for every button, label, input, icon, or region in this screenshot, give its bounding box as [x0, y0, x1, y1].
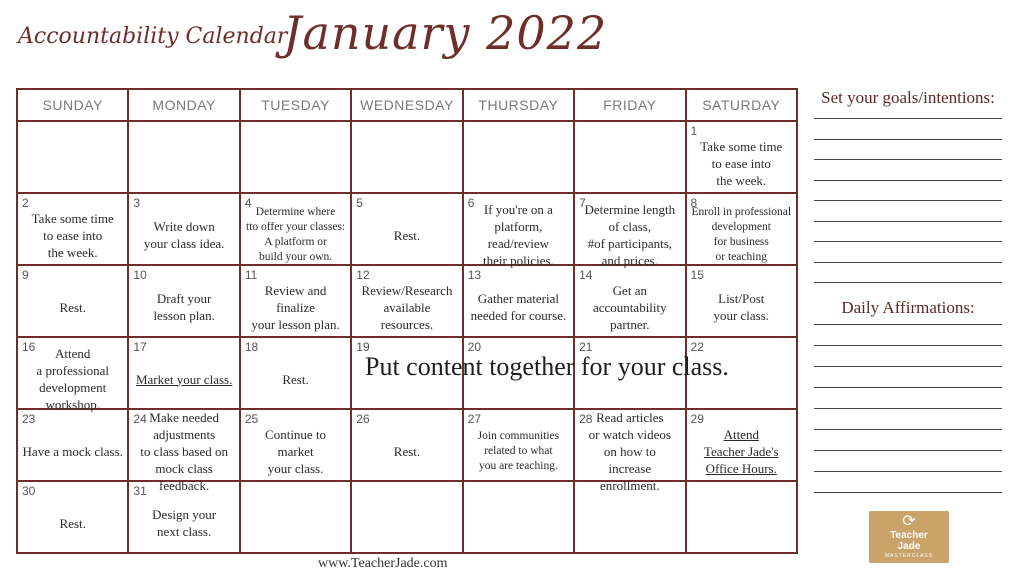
day-task — [133, 136, 234, 190]
ruled-line — [814, 241, 1002, 242]
day-number: 8 — [690, 196, 698, 210]
ruled-line — [814, 450, 1002, 451]
day-number: 9 — [22, 268, 29, 282]
day-cell — [574, 121, 685, 193]
logo-line-1: Teacher — [890, 530, 928, 541]
weekday-header: TUESDAY — [240, 89, 351, 121]
day-number: 12 — [356, 268, 370, 282]
day-task: List/Post your class. — [713, 291, 770, 323]
ruled-line — [814, 492, 1002, 493]
weekday-header: SATURDAY — [686, 89, 797, 121]
day-task: Rest. — [59, 515, 86, 531]
day-cell — [17, 409, 128, 481]
calendar-body — [17, 121, 797, 553]
day-cell — [686, 409, 797, 481]
day-number: 14 — [579, 268, 593, 282]
day-task: Take some time to ease into the week. — [31, 210, 114, 260]
day-task: Rest. — [393, 227, 421, 243]
day-number: 29 — [690, 412, 704, 426]
teacher-jade-logo — [869, 511, 949, 563]
day-task: Get an accountability partner. — [593, 282, 667, 332]
day-number: 31 — [133, 484, 147, 498]
day-cell — [574, 265, 685, 337]
day-task: Determine where tto offer your classes: A platform or build your own. — [246, 206, 346, 263]
day-cell — [17, 337, 128, 412]
day-number: 23 — [22, 412, 36, 426]
day-cell — [686, 193, 797, 265]
day-number: 24 — [133, 412, 147, 426]
day-cell — [17, 265, 128, 337]
week-row — [17, 409, 797, 481]
ruled-line — [814, 387, 1002, 388]
weekday-header: MONDAY — [128, 89, 239, 121]
ruled-line — [814, 118, 1002, 119]
weekday-header: THURSDAY — [463, 89, 574, 121]
day-task: Write down your class idea. — [143, 219, 225, 251]
weekday-header: WEDNESDAY — [351, 89, 462, 121]
day-task — [356, 496, 457, 550]
week-spanning-event: Put content together for your class. — [365, 352, 729, 381]
day-cell — [574, 481, 685, 553]
day-number: 19 — [356, 340, 370, 354]
day-cell — [240, 193, 351, 265]
ruled-line — [814, 471, 1002, 472]
day-number: 7 — [579, 196, 586, 210]
ruled-line — [814, 429, 1002, 430]
day-task: Review and finalize your lesson plan. — [251, 282, 340, 332]
day-task: Determine length of class, #of participants, and prices. — [584, 202, 676, 268]
logo-line-3: MASTERCLASS — [884, 553, 934, 559]
day-cell — [240, 409, 351, 481]
logo-mark-icon: ⟳ — [902, 513, 916, 530]
day-cell — [17, 121, 128, 193]
ruled-line — [814, 282, 1002, 283]
ruled-line — [814, 221, 1002, 222]
day-number: 2 — [22, 196, 29, 210]
day-task: Continue to market your class. — [265, 426, 327, 476]
day-cell — [463, 481, 574, 553]
day-number: 13 — [467, 268, 482, 282]
day-number: 20 — [467, 340, 482, 354]
day-number: 15 — [690, 268, 704, 282]
day-task — [468, 496, 569, 550]
weekday-header: SUNDAY — [17, 89, 128, 121]
day-cell — [17, 481, 128, 553]
affirmations-title: Daily Affirmations: — [841, 298, 975, 317]
day-task: Join communities related to what you are teaching. — [477, 429, 560, 472]
day-cell — [463, 193, 574, 268]
week-row — [17, 265, 797, 337]
day-number: 18 — [244, 340, 259, 354]
day-task: Design your next class. — [152, 507, 217, 539]
day-cell — [463, 265, 574, 337]
day-cell — [574, 193, 685, 268]
day-task: Make needed adjustments to class based on mock class feedback. — [140, 409, 228, 493]
day-cell — [463, 121, 574, 193]
day-cell — [240, 121, 351, 193]
day-cell — [128, 265, 239, 337]
day-number: 26 — [356, 412, 370, 426]
day-number: 22 — [690, 340, 704, 354]
day-task — [468, 136, 569, 190]
day-number: 16 — [22, 340, 36, 354]
day-task: Attend a professional development workshop. — [36, 346, 109, 412]
day-cell — [128, 481, 239, 553]
day-task: If you're on a platform, read/review their policies. — [483, 202, 554, 268]
day-task: Rest. — [59, 299, 86, 315]
day-cell — [17, 193, 128, 265]
day-cell — [351, 481, 462, 553]
day-number: 25 — [244, 412, 259, 426]
day-cell — [240, 481, 351, 553]
day-number: 17 — [133, 340, 147, 354]
day-task: Draft your lesson plan. — [153, 291, 215, 323]
day-cell — [351, 265, 462, 337]
footer-url[interactable]: www.TeacherJade.com — [318, 556, 448, 571]
day-cell — [240, 337, 351, 409]
day-task: Have a mock class. — [22, 443, 123, 459]
day-number: 5 — [356, 196, 363, 210]
week-row — [17, 193, 797, 265]
goals-title: Set your goals/intentions: — [821, 88, 995, 107]
day-task — [245, 136, 346, 190]
day-task — [22, 136, 123, 190]
day-number: 4 — [244, 196, 252, 210]
day-number: 10 — [133, 268, 147, 282]
day-cell — [240, 265, 351, 337]
day-number: 21 — [579, 340, 593, 354]
ruled-line — [814, 200, 1002, 201]
weekday-header: FRIDAY — [574, 89, 685, 121]
day-cell — [128, 121, 239, 193]
day-number: 27 — [467, 412, 482, 426]
day-number: 3 — [133, 196, 141, 210]
day-cell — [686, 265, 797, 337]
ruled-line — [814, 262, 1002, 263]
day-number: 11 — [244, 268, 258, 282]
day-task: Read articles or watch videos on how to increase enrollment. — [588, 409, 671, 493]
day-cell — [128, 193, 239, 265]
day-task: Attend Teacher Jade's Office Hours. — [703, 426, 779, 476]
ruled-line — [814, 159, 1002, 160]
day-task — [245, 496, 346, 550]
day-cell — [463, 409, 574, 481]
week-row — [17, 121, 797, 193]
calendar-grid — [16, 88, 798, 554]
day-number: 30 — [22, 484, 36, 498]
day-task — [579, 496, 680, 550]
day-task: Rest. — [393, 443, 421, 459]
ruled-line — [814, 324, 1002, 325]
day-task: Take some time to ease into the week. — [700, 138, 783, 188]
day-task — [356, 136, 457, 190]
logo-line-2: Jade — [897, 541, 921, 552]
calendar-subtitle: Accountability Calendar — [18, 24, 288, 49]
day-task: Gather material needed for course. — [470, 291, 567, 323]
day-cell — [351, 409, 462, 481]
ruled-line — [814, 180, 1002, 181]
ruled-line — [814, 366, 1002, 367]
day-cell — [574, 409, 685, 493]
ruled-line — [814, 345, 1002, 346]
day-task: Rest. — [282, 371, 309, 387]
day-task: Review/Research available resources. — [361, 282, 453, 332]
day-number: 28 — [579, 412, 593, 426]
day-cell — [686, 481, 797, 553]
day-number: 6 — [467, 196, 475, 210]
day-task: Enroll in professional development for business or teaching — [691, 206, 792, 263]
day-task: Market your class. — [135, 371, 233, 387]
day-number: 1 — [690, 124, 698, 138]
day-task — [579, 136, 680, 190]
ruled-line — [814, 408, 1002, 409]
ruled-line — [814, 139, 1002, 140]
day-cell — [686, 121, 797, 193]
calendar-title: January 2022 — [283, 6, 608, 60]
day-cell — [351, 193, 462, 265]
day-cell — [128, 337, 239, 409]
weekday-header-row — [17, 89, 797, 121]
day-cell — [351, 121, 462, 193]
week-row — [17, 481, 797, 553]
day-task — [691, 496, 792, 550]
